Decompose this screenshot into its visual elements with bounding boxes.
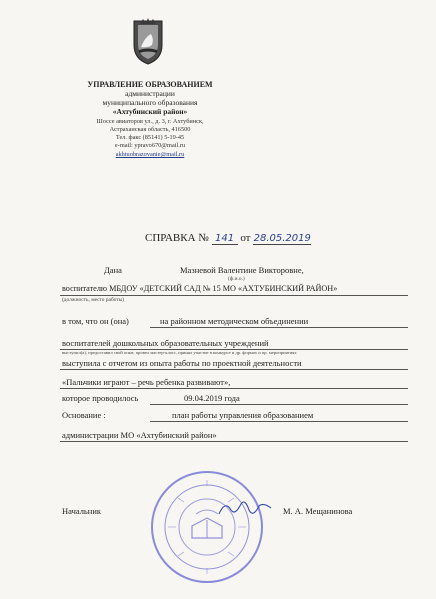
note-position: (должность, место работы): [62, 297, 125, 303]
address-line-2: Астраханская область, 416500: [109, 126, 191, 133]
held-date: 09.04.2019 года: [184, 393, 240, 403]
given-label: Дана: [104, 265, 122, 275]
signer-role: Начальник: [62, 506, 102, 516]
org-line-2: администрации: [125, 89, 175, 98]
basis-text: план работы управления образованием: [172, 410, 314, 420]
address-line-1: Шоссе авиаторов ул., д. 3, г. Ахтубинск,: [96, 118, 204, 125]
note-action: выступил(а), предоставил свой опыт, провел мастер-класс, принял участие в конкурсе и др. формах и пр. мероприятиях: [62, 350, 297, 355]
basis-text-2: администрации МО «Ахтубинский район»: [62, 430, 217, 440]
org-name: УПРАВЛЕНИЕ ОБРАЗОВАНИЕМ: [87, 80, 213, 89]
signature-icon: [215, 496, 275, 520]
held-label: которое проводилось: [62, 393, 139, 403]
event-text: на районном методическом объединении: [160, 316, 309, 326]
audience-text: воспитателей дошкольных образовательных учреждений: [62, 338, 269, 348]
title-label: СПРАВКА №: [145, 232, 209, 244]
email-line: e-mail: ypravo670@mail.ru: [114, 142, 186, 149]
position-line: воспитателю МБДОУ «ДЕТСКИЙ САД № 15 МО «АХТУБИНСКИЙ РАЙОН»: [62, 284, 338, 293]
that-label: в том, что он (она): [62, 316, 129, 326]
org-line-3: муниципального образования: [102, 98, 198, 107]
certificate-number: 141: [212, 233, 238, 245]
official-stamp-icon: [148, 468, 266, 586]
recipient-name: Мазневой Валентине Викторовне,: [180, 265, 304, 275]
action-text: выступила с отчетом из опыта работы по проектной деятельности: [62, 358, 302, 368]
basis-label: Основание :: [62, 410, 106, 420]
certificate-date: 28.05.2019: [253, 233, 311, 244]
certificate-title: [145, 232, 311, 245]
topic-text: «Пальчики играют – речь ребенка развивают»,: [62, 377, 231, 387]
signer-name: М. А. Мещанинова: [283, 506, 353, 516]
coat-of-arms-icon: [128, 17, 168, 67]
org-line-4: «Ахтубинский район»: [112, 107, 188, 116]
phone-line: Тел. факс (85141) 5-19-45: [115, 134, 185, 141]
email-link[interactable]: akhtuobrazovanie@mail.ru: [115, 151, 185, 158]
note-fio: (ф.и.о.): [228, 276, 245, 282]
date-prefix: от: [240, 232, 251, 244]
